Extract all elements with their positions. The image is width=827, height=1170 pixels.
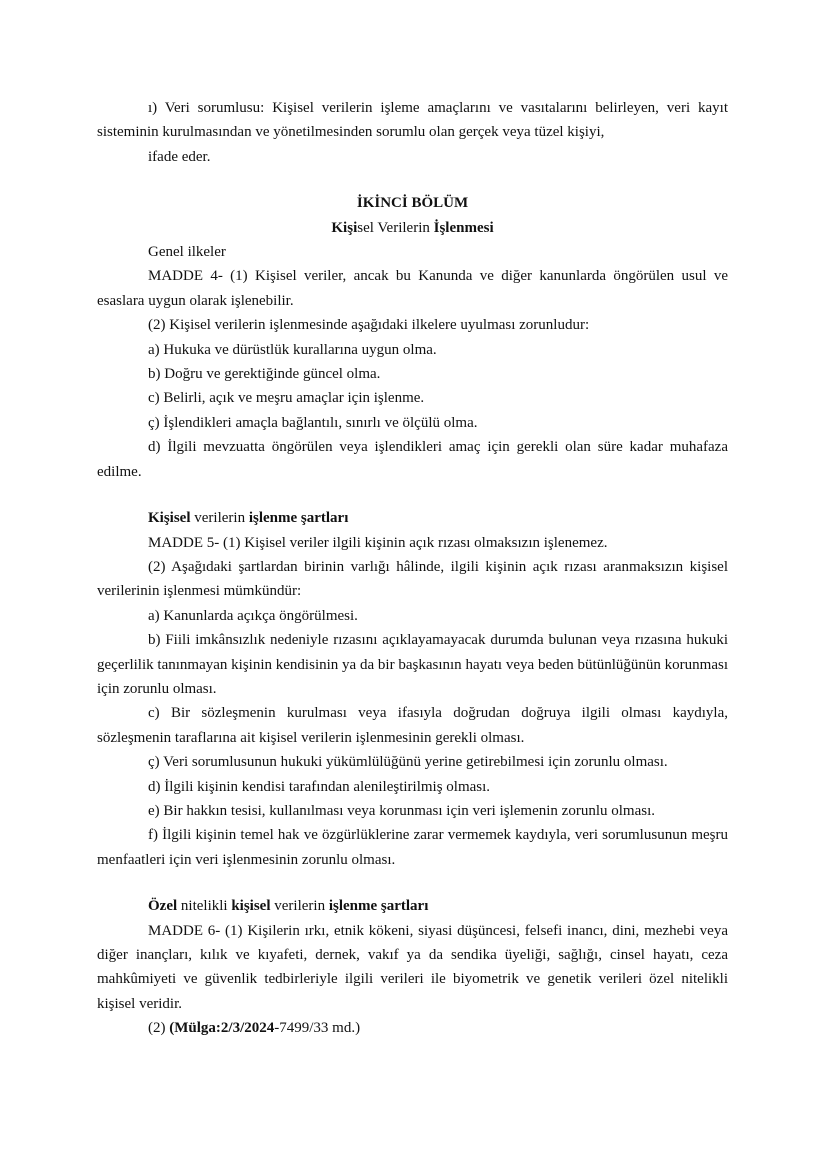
article-5-item-cc: ç) Veri sorumlusunun hukuki yükümlülüğünü yerine getirebilmesi için zorunlu olması.	[148, 754, 668, 771]
article-5-para-2: (2) Aşağıdaki şartlardan birinin varlığı hâlinde, ilgili kişinin açık rızası aranmaksızın kişisel verilerinin işlenmesi mümkündür:	[97, 558, 728, 600]
section-heading-special-categories: Özel nitelikli kişisel verilerin işlenme şartları	[148, 898, 429, 915]
article-5-item-b: b) Fiili imkânsızlık nedeniyle rızasını açıklayamayacak durumda bulunan veya rızasına hukuki geçerlilik tanınmayan kişinin kendisinin ya da bir başkasının hayatı veya beden bütünlüğünün korunması için zorunlu olması.	[97, 632, 728, 697]
article-4-item-c: c) Belirli, açık ve meşru amaçlar için işlenme.	[148, 390, 425, 407]
article-5-item-d: d) İlgili kişinin kendisi tarafından alenileştirilmiş olması.	[148, 778, 491, 795]
section-heading-general-principles: Genel ilkeler	[148, 244, 226, 261]
article-4-item-d: d) İlgili mevzuatta öngörülen veya işlendikleri amaç için gerekli olan süre kadar muhafaza edilme.	[97, 439, 728, 480]
chapter-subtitle: Kişisel Verilerin İşlenmesi	[331, 219, 494, 236]
definition-paragraph: ı) Veri sorumlusu: Kişisel verilerin işleme amaçlarını ve vasıtalarını belirleyen, veri kayıt sisteminin kurulmasından ve yönetilmesinden sorumlu olan gerçek veya tüzel kişiyi,	[97, 100, 728, 141]
article-6-para-1: MADDE 6- (1) Kişilerin ırkı, etnik kökeni, siyasi düşüncesi, felsefi inancı, dini, mezhebi veya diğer inançları, kılık ve kıyafeti, dernek, vakıf ya da sendika üyeliği, sağlığı, cinsel hayatı, ceza mahkûmiyeti ve güvenlik tedbirleriyle ilgili verileri ile biyometrik ve genetik verileri özel nitelikli kişisel veridir.	[97, 922, 728, 1012]
article-4-item-cc: ç) İşlendikleri amaçla bağlantılı, sınırlı ve ölçülü olma.	[148, 414, 478, 431]
article-6-para-2: (2) (Mülga:2/3/2024-7499/33 md.)	[148, 1020, 361, 1037]
article-4-item-b: b) Doğru ve gerektiğinde güncel olma.	[148, 366, 381, 383]
section-heading-processing-conditions: Kişisel verilerin işlenme şartları	[148, 510, 349, 527]
article-5-item-f: f) İlgili kişinin temel hak ve özgürlüklerine zarar vermemek kaydıyla, veri sorumlusunun meşru menfaatleri için veri işlenmesinin zorunlu olması.	[97, 827, 728, 868]
article-4-para-1: MADDE 4- (1) Kişisel veriler, ancak bu Kanunda ve diğer kanunlarda öngörülen usul ve esaslara uygun olarak işlenebilir.	[97, 268, 728, 309]
article-5-para-1: MADDE 5- (1) Kişisel veriler ilgili kişinin açık rızası olmaksızın işlenemez.	[148, 534, 608, 551]
chapter-title: İKİNCİ BÖLÜM	[356, 195, 469, 212]
article-5-item-a: a) Kanunlarda açıkça öngörülmesi.	[148, 607, 358, 624]
article-4-item-a: a) Hukuka ve dürüstlük kurallarına uygun olma.	[148, 341, 437, 358]
definition-closing: ifade eder.	[148, 148, 211, 165]
document-page	[97, 96, 728, 1041]
article-4-para-2: (2) Kişisel verilerin işlenmesinde aşağıdaki ilkelere uyulması zorunludur:	[148, 317, 590, 334]
article-5-item-c: c) Bir sözleşmenin kurulması veya ifasıyla doğrudan doğruya ilgili olması kaydıyla, sözleşmenin taraflarına ait kişisel verilerin işlenmesinin gerekli olması.	[97, 705, 728, 746]
article-5-item-e: e) Bir hakkın tesisi, kullanılması veya korunması için veri işlemenin zorunlu olması.	[148, 802, 655, 819]
